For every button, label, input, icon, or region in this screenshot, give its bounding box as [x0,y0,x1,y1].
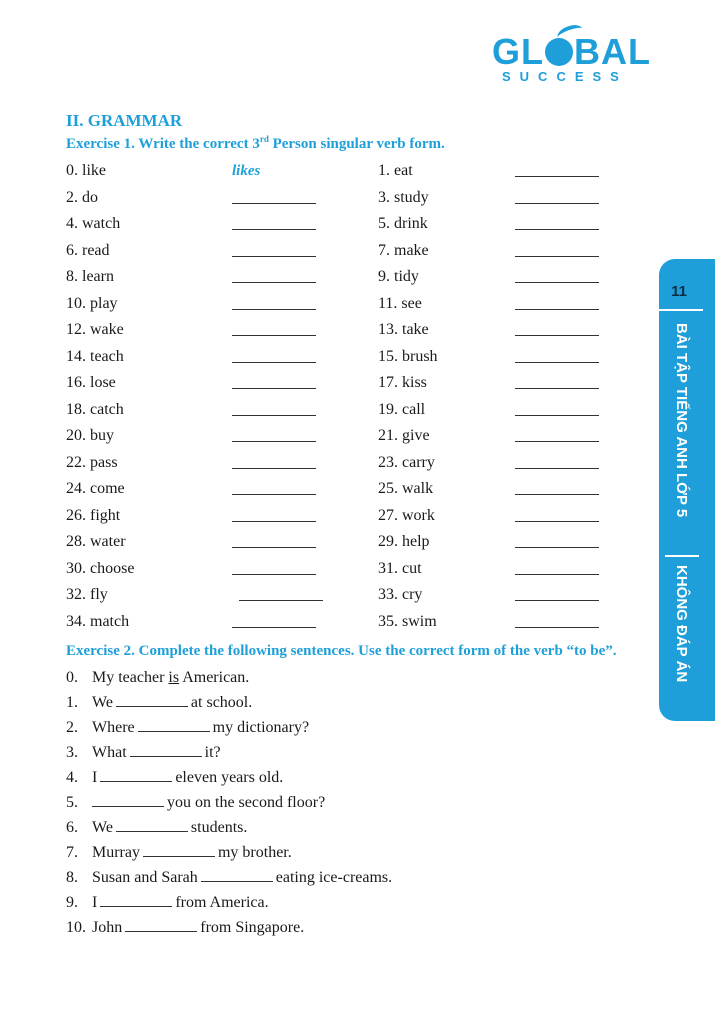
sentence-number: 10. [66,919,86,936]
verb-item: 7. make [378,241,429,259]
verb-item: 16. lose [66,374,116,391]
exercise1-row [66,505,606,532]
exercise1-title-sup: rd [259,134,269,144]
answer-blank[interactable] [232,558,316,575]
verb-item: 8. learn [66,268,114,285]
sentence [66,717,392,742]
sentence-text-pre: We [92,694,113,711]
sentence [66,917,392,942]
sentence-number: 5. [66,794,78,811]
verb-item: 23. carry [378,453,435,471]
answer-blank[interactable] [515,187,599,204]
verb-item: 32. fly [66,586,108,603]
verb-item: 9. tidy [378,268,419,285]
side-tab-divider [665,555,699,557]
verb-item: 28. water [66,533,126,550]
sentence-text-pre: We [92,819,113,836]
exercise1-title [66,134,445,153]
sentence-text-pre: Murray [92,844,140,861]
sentence-text-pre: What [92,744,127,761]
verb-item: 0. like [66,162,106,179]
answer-blank[interactable] [232,372,316,389]
verb-item: 22. pass [66,453,118,471]
answer-blank[interactable] [515,372,599,389]
answer-blank[interactable] [100,892,172,907]
answer-blank[interactable] [130,742,202,757]
verb-item: 27. work [378,506,435,524]
answer-blank[interactable] [515,293,599,310]
verb-item: 15. brush [378,347,438,365]
answer-blank[interactable] [116,817,188,832]
verb-item: 1. eat [378,162,413,179]
example-answer: likes [232,163,261,179]
verb-item: 11. see [378,294,422,312]
verb-item: 5. drink [378,215,428,232]
exercise1-row [66,293,606,320]
exercise1-row [66,160,606,187]
answer-blank[interactable] [232,213,316,230]
sentence-text-pre: I [92,894,98,911]
side-tab [659,259,715,721]
exercise1-row [66,425,606,452]
verb-item: 24. come [66,480,125,497]
exercise1-row [66,319,606,346]
verb-item: 4. watch [66,215,121,232]
answer-blank[interactable] [232,346,316,363]
sentence-number: 7. [66,844,78,861]
answer-blank[interactable] [515,558,599,575]
verb-item: 2. do [66,188,98,206]
verb-item: 35. swim [378,612,437,630]
answer-blank[interactable] [515,319,599,336]
verb-item: 26. fight [66,506,121,524]
exercise1-row [66,346,606,373]
answer-blank[interactable] [232,611,316,628]
answer-blank[interactable] [232,452,316,469]
sentence-text-post: from America. [175,894,269,911]
sentence [66,892,392,917]
sentence [66,817,392,842]
sentence [66,867,392,892]
sentence-number: 6. [66,819,78,836]
verb-item: 13. take [378,321,429,338]
exercise1-row [66,531,606,558]
exercise1-row [66,187,606,214]
verb-item: 18. catch [66,400,124,418]
sentence-text-post: eleven years old. [175,769,284,786]
answer-blank[interactable] [100,767,172,782]
answer-blank[interactable] [232,531,316,548]
answer-blank[interactable] [232,425,316,442]
answer-blank[interactable] [92,792,164,807]
section-title: II. GRAMMAR [66,111,183,130]
verb-item: 33. cry [378,586,423,603]
exercise1-title-rest: Person singular verb form. [268,136,445,152]
answer-blank[interactable] [232,266,316,283]
exercise1-title-text: Exercise 1. Write the correct 3 [66,136,260,152]
exercise1-row [66,213,606,240]
exercise1-row [66,478,606,505]
answer-blank[interactable] [232,478,316,495]
answer-blank[interactable] [515,425,599,442]
verb-item: 3. study [378,188,429,206]
answer-blank[interactable] [232,399,316,416]
global-success-logo [492,22,651,86]
sentence-text-post: you on the second floor? [167,794,326,811]
sentence-text-post: eating ice-creams. [275,869,393,886]
sentence [66,792,392,817]
side-tab-subtitle: KHÔNG ĐÁP ÁN [673,565,690,683]
answer-blank[interactable] [515,240,599,257]
verb-item: 14. teach [66,347,124,365]
answer-blank[interactable] [515,478,599,495]
verb-item: 6. read [66,241,110,259]
answer-blank[interactable] [232,319,316,336]
sentence-number: 0. [66,669,78,686]
sentence-text-pre: John [92,919,123,936]
answer-blank[interactable] [143,842,215,857]
logo-text-right: BAL [574,31,651,72]
answer-blank[interactable] [116,692,188,707]
answer-blank[interactable] [515,346,599,363]
answer-blank[interactable] [515,584,599,601]
globe-icon [545,38,573,66]
sentence [66,842,392,867]
answer-blank[interactable] [515,505,599,522]
exercise1-row [66,558,606,585]
answer-blank[interactable] [232,293,316,310]
exercise1-row [66,240,606,267]
sentence-number: 8. [66,869,78,886]
exercise1-row [66,372,606,399]
answer-blank[interactable] [515,531,599,548]
exercise1-row [66,266,606,293]
verb-item: 10. play [66,294,118,312]
verb-item: 31. cut [378,559,422,577]
sentence-number: 1. [66,694,78,711]
exercise2-title: Exercise 2. Complete the following sentences. Use the correct form of the verb “to be”. [66,643,617,659]
example-text-post: American. [179,669,250,686]
answer-blank[interactable] [515,611,599,628]
exercise2-list [66,667,392,942]
exercise1-row [66,452,606,479]
logo-wordmark [492,31,651,72]
verb-item: 29. help [378,533,430,550]
verb-item: 17. kiss [378,374,427,391]
answer-blank[interactable] [515,452,599,469]
answer-blank[interactable] [232,505,316,522]
verb-item: 34. match [66,612,130,630]
verb-item: 19. call [378,400,426,418]
sentence-text-post: my dictionary? [212,719,310,736]
sentence-text-post: from Singapore. [200,919,305,936]
sentence-text-pre: Where [92,719,135,736]
logo-subtitle: SUCCESS [502,69,628,84]
sentence-text-pre: Susan and Sarah [92,869,198,886]
page-number: 11 [671,283,687,300]
answer-blank[interactable] [239,584,323,601]
sentence [66,692,392,717]
exercise1-row [66,399,606,426]
verb-item: 21. give [378,427,430,444]
exercise1-row [66,611,606,638]
sentence-number: 2. [66,719,78,736]
exercise2-example [66,667,392,692]
answer-blank[interactable] [125,917,197,932]
exercise1-grid [66,160,606,637]
logo-text-left: GL [492,31,544,72]
verb-item: 20. buy [66,427,114,444]
answer-blank[interactable] [515,266,599,283]
sentence-number: 9. [66,894,78,911]
answer-blank[interactable] [232,187,316,204]
answer-blank[interactable] [515,399,599,416]
sentence [66,767,392,792]
exercise1-row [66,584,606,611]
answer-blank[interactable] [515,160,599,177]
sentence-text-pre: I [92,769,98,786]
answer-blank[interactable] [201,867,273,882]
example-answer: is [168,669,180,686]
verb-item: 25. walk [378,480,434,497]
example-text-pre: My teacher [92,669,169,686]
sentence-text-post: my brother. [217,844,292,861]
verb-item: 30. choose [66,559,135,577]
sentence-text-post: at school. [190,694,253,711]
verb-item: 12. wake [66,321,124,338]
sentence-number: 4. [66,769,78,786]
answer-blank[interactable] [515,213,599,230]
side-tab-line [659,309,703,311]
side-tab-title: BÀI TẬP TIẾNG ANH LỚP 5 [673,323,690,518]
sentence-text-post: students. [190,819,248,836]
answer-blank[interactable] [232,240,316,257]
answer-blank[interactable] [138,717,210,732]
sentence-text-post: it? [204,744,221,761]
sentence-number: 3. [66,744,78,761]
sentence [66,742,392,767]
